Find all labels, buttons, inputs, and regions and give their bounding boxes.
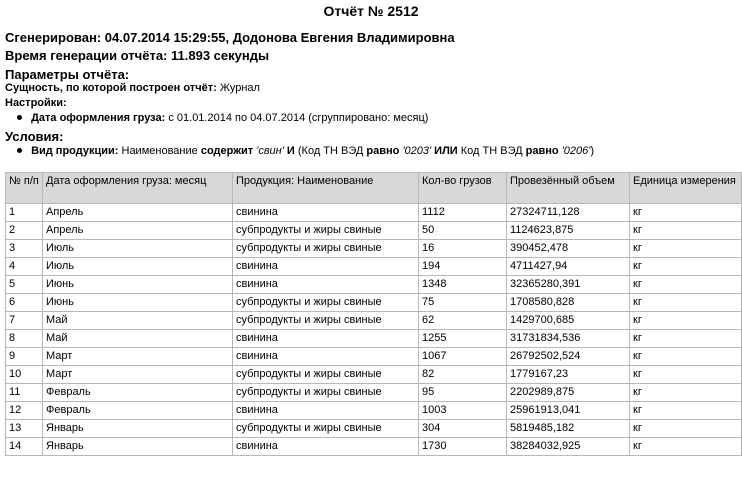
generation-time-line bbox=[5, 48, 269, 63]
cell-unit: кг bbox=[630, 402, 742, 420]
cell-product: субпродукты и жиры свиные bbox=[233, 312, 419, 330]
cell-month: Июнь bbox=[43, 294, 233, 312]
table-row bbox=[6, 222, 742, 240]
condition-and: И bbox=[286, 145, 295, 157]
bullet-icon bbox=[17, 148, 22, 153]
cell-month: Июль bbox=[43, 258, 233, 276]
generated-value: 04.07.2014 15:29:55, Додонова Евгения Владимировна bbox=[104, 30, 455, 45]
cell-volume: 1124623,875 bbox=[507, 222, 630, 240]
cell-count: 62 bbox=[419, 312, 507, 330]
cell-month: Февраль bbox=[43, 402, 233, 420]
cell-volume: 27324711,128 bbox=[507, 204, 630, 222]
cell-product: субпродукты и жиры свиные bbox=[233, 384, 419, 402]
condition-close: ) bbox=[590, 145, 595, 157]
table-row bbox=[6, 330, 742, 348]
cell-product: субпродукты и жиры свиные bbox=[233, 420, 419, 438]
cell-month: Март bbox=[43, 348, 233, 366]
cell-product: свинина bbox=[233, 276, 419, 294]
cell-volume: 31731834,536 bbox=[507, 330, 630, 348]
condition-field: Вид продукции: bbox=[31, 145, 119, 157]
cell-volume: 4711427,94 bbox=[507, 258, 630, 276]
cell-product: субпродукты и жиры свиные bbox=[233, 366, 419, 384]
cell-unit: кг bbox=[630, 204, 742, 222]
cell-number: 5 bbox=[6, 276, 43, 294]
bullet-icon bbox=[17, 115, 22, 120]
setting-label: Дата оформления груза: bbox=[31, 112, 166, 124]
cell-count: 1112 bbox=[419, 204, 507, 222]
cell-volume: 32365280,391 bbox=[507, 276, 630, 294]
cell-volume: 1429700,685 bbox=[507, 312, 630, 330]
cell-count: 82 bbox=[419, 366, 507, 384]
conditions-heading: Условия: bbox=[5, 129, 64, 144]
cell-month: Февраль bbox=[43, 384, 233, 402]
cell-volume: 26792502,524 bbox=[507, 348, 630, 366]
cell-product: субпродукты и жиры свиные bbox=[233, 222, 419, 240]
cell-month: Апрель bbox=[43, 204, 233, 222]
cell-unit: кг bbox=[630, 330, 742, 348]
condition-or: ИЛИ bbox=[434, 145, 458, 157]
cell-product: свинина bbox=[233, 402, 419, 420]
params-heading: Параметры отчёта: bbox=[5, 67, 130, 82]
table-row bbox=[6, 420, 742, 438]
cell-number: 11 bbox=[6, 384, 43, 402]
cell-count: 1348 bbox=[419, 276, 507, 294]
cell-count: 1730 bbox=[419, 438, 507, 456]
table-row bbox=[6, 402, 742, 420]
cell-number: 6 bbox=[6, 294, 43, 312]
cell-unit: кг bbox=[630, 384, 742, 402]
cell-unit: кг bbox=[630, 348, 742, 366]
cell-product: свинина bbox=[233, 330, 419, 348]
cell-month: Май bbox=[43, 330, 233, 348]
cell-unit: кг bbox=[630, 258, 742, 276]
cell-count: 75 bbox=[419, 294, 507, 312]
cell-count: 1067 bbox=[419, 348, 507, 366]
table-row bbox=[6, 240, 742, 258]
entity-line bbox=[5, 82, 260, 94]
table-row bbox=[6, 294, 742, 312]
cell-number: 3 bbox=[6, 240, 43, 258]
header-cargo-count: Кол-во грузов bbox=[419, 173, 507, 204]
cell-number: 4 bbox=[6, 258, 43, 276]
cell-count: 304 bbox=[419, 420, 507, 438]
condition-op-3: равно bbox=[525, 145, 559, 157]
cell-number: 9 bbox=[6, 348, 43, 366]
cell-volume: 1779167,23 bbox=[507, 366, 630, 384]
header-product-name: Продукция: Наименование bbox=[233, 173, 419, 204]
report-table bbox=[5, 172, 742, 456]
generation-time-value: 11.893 секунды bbox=[171, 48, 270, 63]
cell-product: свинина bbox=[233, 348, 419, 366]
table-row bbox=[6, 312, 742, 330]
header-date-month: Дата оформления груза: месяц bbox=[43, 173, 233, 204]
header-number: № п/п bbox=[6, 173, 43, 204]
table-row bbox=[6, 348, 742, 366]
cell-month: Июль bbox=[43, 240, 233, 258]
cell-number: 12 bbox=[6, 402, 43, 420]
cell-number: 8 bbox=[6, 330, 43, 348]
cell-number: 2 bbox=[6, 222, 43, 240]
cell-count: 95 bbox=[419, 384, 507, 402]
cell-count: 50 bbox=[419, 222, 507, 240]
cell-count: 16 bbox=[419, 240, 507, 258]
condition-op-2: равно bbox=[366, 145, 400, 157]
table-row bbox=[6, 204, 742, 222]
cell-product: субпродукты и жиры свиные bbox=[233, 240, 419, 258]
cell-number: 13 bbox=[6, 420, 43, 438]
cell-volume: 1708580,828 bbox=[507, 294, 630, 312]
condition-op-1: содержит bbox=[200, 145, 254, 157]
cell-unit: кг bbox=[630, 276, 742, 294]
cell-volume: 5819485,182 bbox=[507, 420, 630, 438]
cell-month: Май bbox=[43, 312, 233, 330]
cell-month: Июнь bbox=[43, 276, 233, 294]
table-row bbox=[6, 276, 742, 294]
generation-time-label: Время генерации отчёта: bbox=[5, 48, 168, 63]
cell-unit: кг bbox=[630, 294, 742, 312]
table-row bbox=[6, 438, 742, 456]
condition-value-2: '0203' bbox=[402, 145, 432, 157]
cell-unit: кг bbox=[630, 438, 742, 456]
condition-text-1: Наименование bbox=[121, 145, 198, 157]
header-unit: Единица измерения bbox=[630, 173, 742, 204]
setting-value: с 01.01.2014 по 04.07.2014 (сгруппировано: месяц) bbox=[168, 112, 429, 124]
cell-count: 1255 bbox=[419, 330, 507, 348]
condition-text-2: (Код ТН ВЭД bbox=[297, 145, 364, 157]
cell-month: Январь bbox=[43, 420, 233, 438]
cell-unit: кг bbox=[630, 240, 742, 258]
cell-volume: 2202989,875 bbox=[507, 384, 630, 402]
cell-count: 1003 bbox=[419, 402, 507, 420]
cell-number: 7 bbox=[6, 312, 43, 330]
generated-line bbox=[5, 30, 455, 45]
report-title: Отчёт № 2512 bbox=[323, 3, 419, 19]
cell-volume: 25961913,041 bbox=[507, 402, 630, 420]
entity-label: Сущность, по которой построен отчёт: bbox=[5, 82, 217, 94]
condition-value-1: 'свин' bbox=[256, 145, 284, 157]
cell-number: 14 bbox=[6, 438, 43, 456]
table-row bbox=[6, 366, 742, 384]
header-volume: Провезённый объем bbox=[507, 173, 630, 204]
cell-count: 194 bbox=[419, 258, 507, 276]
condition-item bbox=[17, 145, 594, 157]
cell-number: 10 bbox=[6, 366, 43, 384]
entity-value: Журнал bbox=[219, 82, 260, 94]
table-header-row bbox=[6, 173, 742, 204]
cell-volume: 38284032,925 bbox=[507, 438, 630, 456]
table-row bbox=[6, 258, 742, 276]
generated-label: Сгенерирован: bbox=[5, 30, 102, 45]
cell-volume: 390452,478 bbox=[507, 240, 630, 258]
settings-heading: Настройки: bbox=[5, 97, 67, 109]
table-row bbox=[6, 384, 742, 402]
cell-number: 1 bbox=[6, 204, 43, 222]
cell-unit: кг bbox=[630, 366, 742, 384]
cell-product: свинина bbox=[233, 204, 419, 222]
setting-item bbox=[17, 112, 428, 124]
cell-month: Апрель bbox=[43, 222, 233, 240]
condition-text-3: Код ТН ВЭД bbox=[460, 145, 523, 157]
cell-product: свинина bbox=[233, 258, 419, 276]
cell-month: Март bbox=[43, 366, 233, 384]
cell-unit: кг bbox=[630, 312, 742, 330]
cell-month: Январь bbox=[43, 438, 233, 456]
cell-product: свинина bbox=[233, 438, 419, 456]
cell-product: субпродукты и жиры свиные bbox=[233, 294, 419, 312]
cell-unit: кг bbox=[630, 420, 742, 438]
cell-unit: кг bbox=[630, 222, 742, 240]
condition-value-3: '0206' bbox=[561, 145, 591, 157]
